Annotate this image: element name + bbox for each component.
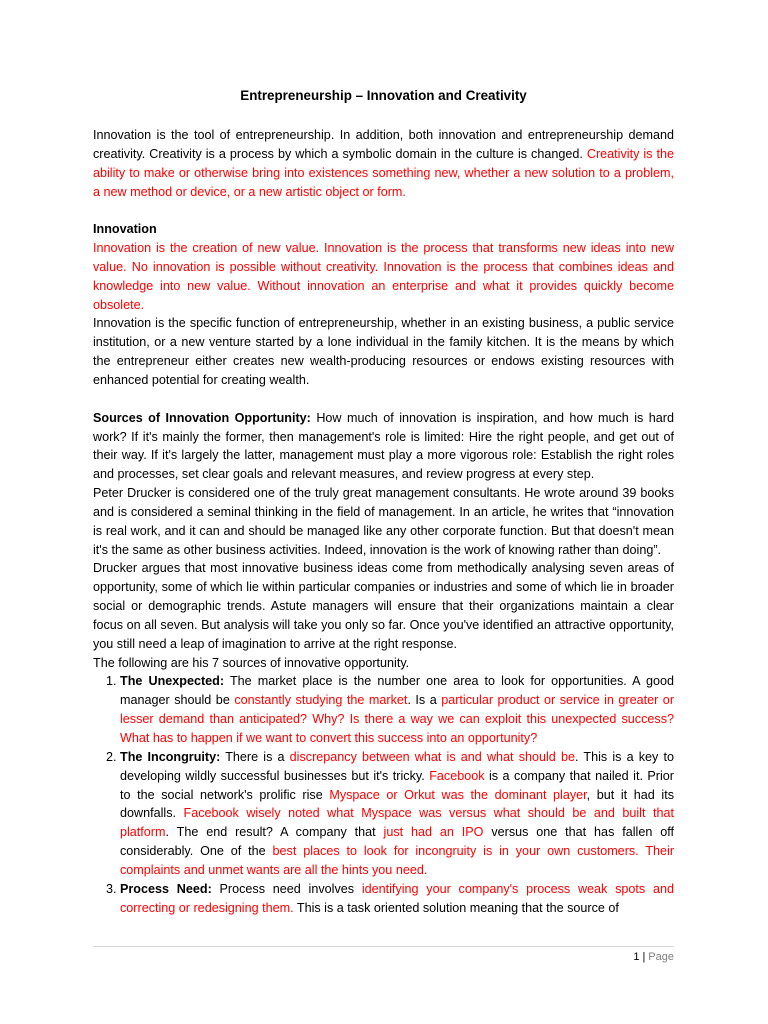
sources-list-intro: The following are his 7 sources of innovative opportunity. — [93, 655, 410, 670]
list-item-process-need: 3. Process Need: Process need involves identifying your company's process weak spots and correcting or redesigning them. This is a task oriented solution meaning that the source of — [120, 880, 674, 918]
innovation-heading: Innovation — [93, 222, 157, 237]
sources-paragraph — [93, 409, 674, 484]
footer-separator: | — [642, 951, 646, 963]
list-item-unexpected: 1. The Unexpected: The market place is the number one area to look for opportunities. A good manager should be constantly studying the market. Is a particular product or service in greater or lesser demand than anticipated? Why? Is there a way we can exploit this unexpected success? What has to happen if we want to convert this success into an opportunity? — [120, 672, 674, 747]
intro-highlight: Creativity is the ability to make or otherwise bring into existences something new, whether a new solution to a problem, a new method or device, or a new artistic object or form. — [93, 146, 674, 199]
page-label: Page — [648, 951, 674, 963]
intro-paragraph — [93, 126, 674, 201]
sources-list — [93, 672, 674, 917]
document-title: Entrepreneurship – Innovation and Creativity — [240, 88, 527, 103]
innovation-definition: Innovation is the creation of new value. Innovation is the process that transforms new ideas into new value. No innovation is possible without creativity. Innovation is the process that combines ideas and knowledge into new value. Without innovation an enterprise and what it provides quickly become obsolete. — [93, 241, 674, 312]
innovation-paragraph: Innovation is the specific function of entrepreneurship, whether in an existing business, a public service institution, or a new venture started by a lone individual in the family kitchen. It is the means by which the entrepreneur either creates new wealth-producing resources or endows existing resources with enhanced potential for creating wealth. — [93, 316, 674, 387]
list-item-incongruity: 2. The Incongruity: There is a discrepancy between what is and what should be. This is a key to developing wildly successful businesses but it's tricky. Facebook is a company that nailed it. Prior to the social network's prolific rise Myspace or Orkut was the dominant player, but it had its downfalls. Facebook wisely noted what Myspace was versus what should be and built that platform. The end result? A company that just had an IPO versus one that has fallen off considerably. One of the best places to look for incongruity is in your own customers. Their complaints and unmet wants are all the hints you need. — [120, 748, 674, 880]
footer-divider — [93, 946, 674, 947]
sources-heading: Sources of Innovation Opportunity: — [93, 410, 311, 425]
drucker-paragraph-2: Drucker argues that most innovative business ideas come from methodically analysing seven areas of opportunity, some of which lie within particular companies or industries and some of which lie in broader social or demographic trends. Astute managers will ensure that their organizations maintain a clear focus on all seven. But analysis will take you only so far. Once you've identified an attractive opportunity, you still need a leap of imagination to arrive at the right response. — [93, 561, 674, 651]
drucker-paragraph-1: Peter Drucker is considered one of the truly great management consultants. He wrote around 39 books and is considered a seminal thinking in the field of management. In an article, he writes that “innovation is real work, and it can and should be managed like any other corporate function. But that doesn't mean it's the same as other business activities. Indeed, innovation is the work of knowing rather than doing”. — [93, 486, 674, 557]
document-body — [93, 126, 674, 917]
page-footer — [93, 950, 674, 964]
intro-text: Innovation is the tool of entrepreneurship. In addition, both innovation and entrepreneurship demand creativity. Creativity is a process by which a symbolic domain in the culture is changed. — [93, 128, 674, 161]
page-number: 1 — [633, 951, 640, 963]
sources-text: How much of innovation is inspiration, and how much is hard work? If it's mainly the former, then management's role is limited: Hire the right people, and get out of their way. If it's largely the latter, management must play a more vigorous role: Establish the right roles and processes, set clear goals and relevant measures, and review progress at every step. — [93, 410, 675, 482]
